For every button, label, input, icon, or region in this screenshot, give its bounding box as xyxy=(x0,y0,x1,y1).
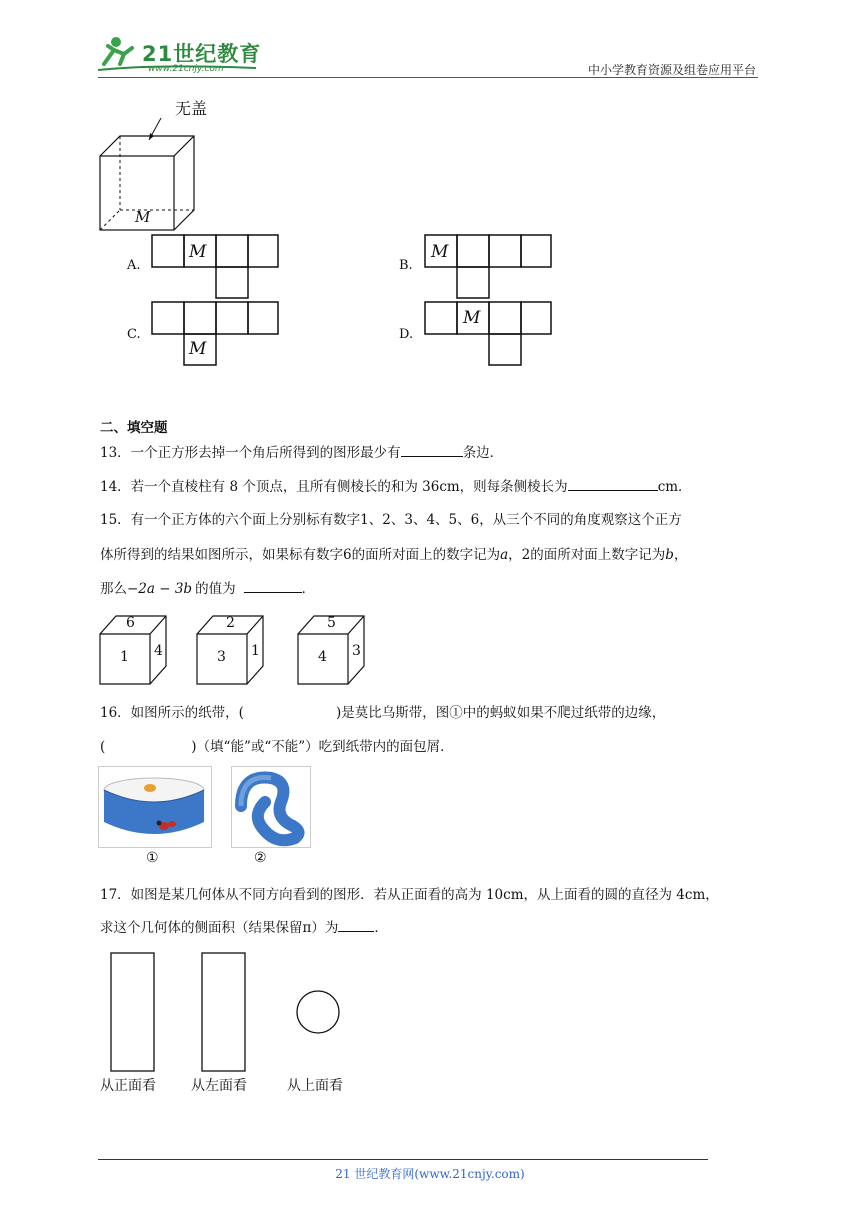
cube-2-top: 2 xyxy=(226,615,235,631)
option-d-m: M xyxy=(463,308,481,328)
var-b: b xyxy=(665,547,674,563)
top-view-label: 从上面看 xyxy=(287,1078,343,1094)
paper-band-image xyxy=(98,766,212,848)
q16-l2a: ( xyxy=(100,739,106,755)
cube-1-top: 6 xyxy=(126,615,135,631)
q16-l1b: )是莫比乌斯带，图①中的蚂蚁如果不爬过纸带的边缘， xyxy=(335,705,666,721)
cube-2-front: 3 xyxy=(217,649,226,665)
q17-answer-blank[interactable] xyxy=(338,917,374,932)
question-15-line1: 15．有一个正方体的六个面上分别标有数字1、2、3、4、5、6，从三个不同的角度观察这个正方 xyxy=(100,512,682,528)
question-16-line2 xyxy=(100,736,454,758)
question-17-line2 xyxy=(100,917,388,939)
cube-bottom-label: M xyxy=(135,208,151,226)
option-b-label[interactable]: B. xyxy=(399,258,413,273)
question-13 xyxy=(100,442,503,464)
q14-text: 14．若一个直棱柱有 8 个顶点，且所有侧棱长的和为 36cm，则每条侧棱长为 xyxy=(100,479,568,495)
var-a: a xyxy=(500,547,509,563)
q15-l3a: 那么 xyxy=(100,581,127,597)
left-view-label: 从左面看 xyxy=(191,1078,247,1094)
expression: −2a − 3b xyxy=(127,581,193,597)
q13-text-end: 条边． xyxy=(462,445,504,461)
q15-l3b: 的值为 xyxy=(195,581,236,597)
q15-l2a: 体所得到的结果如图所示，如果标有数字6的面所对面上的数字记为 xyxy=(100,547,501,563)
top-view-circle xyxy=(297,991,339,1033)
logo-text: 21世纪教育 xyxy=(142,42,262,66)
option-d-net[interactable] xyxy=(423,300,555,368)
bread-crumb-icon xyxy=(144,784,156,792)
option-a-label[interactable]: A. xyxy=(127,258,141,273)
question-14 xyxy=(100,476,692,498)
option-d-label[interactable]: D. xyxy=(399,327,414,342)
option-c-label[interactable]: C. xyxy=(127,327,141,342)
cube-views xyxy=(98,612,388,688)
option-c-net[interactable] xyxy=(150,300,282,368)
q13-text: 13．一个正方形去掉一个角后所得到的图形最少有 xyxy=(100,445,401,461)
front-view-rect xyxy=(111,953,154,1071)
footer-text[interactable]: 21 世纪教育网(www.21cnjy.com) xyxy=(335,1167,525,1181)
question-15-line3 xyxy=(100,578,315,600)
option-a-m: M xyxy=(189,242,207,262)
cube-1-front: 1 xyxy=(120,649,129,665)
q13-answer-blank[interactable] xyxy=(401,442,463,457)
q16-l2b: )（填“能”或“不能”）吃到纸带内的面包屑． xyxy=(191,739,454,755)
footer-divider xyxy=(98,1159,708,1160)
mobius-strip-image xyxy=(231,766,311,848)
cube-2-side: 1 xyxy=(251,643,260,659)
q15-l2c: ， xyxy=(673,547,688,563)
cube-1-side: 4 xyxy=(154,643,163,659)
left-view-rect xyxy=(202,953,245,1071)
q15-l2b: ，2的面所对面上数字记为 xyxy=(508,547,666,563)
three-views-figure xyxy=(100,950,360,1076)
question-16-line1 xyxy=(100,702,665,724)
caption-1: ① xyxy=(146,850,159,866)
header-divider xyxy=(98,77,758,78)
section-heading: 二、填空题 xyxy=(100,420,168,436)
q17-l2a: 求这个几何体的侧面积（结果保留π）为 xyxy=(100,920,339,936)
logo-url: www.21cnjy.com xyxy=(148,64,224,74)
question-17-line1: 17．如图是某几何体从不同方向看到的图形．若从正面看的高为 10cm，从上面看的圆的直径为 4cm， xyxy=(100,887,719,903)
q14-answer-blank[interactable] xyxy=(568,476,658,491)
header-platform-text: 中小学教育资源及组卷应用平台 xyxy=(587,63,756,77)
front-view-label: 从正面看 xyxy=(100,1078,156,1094)
caption-2: ② xyxy=(254,850,267,866)
q14-text-end: cm． xyxy=(657,479,692,495)
q16-l1a: 16．如图所示的纸带，( xyxy=(100,705,244,721)
lid-label: 无盖 xyxy=(175,99,208,118)
cube-3-top: 5 xyxy=(327,615,336,631)
q17-l2b: ． xyxy=(374,920,388,936)
question-15-line2 xyxy=(100,544,687,566)
option-a-net[interactable] xyxy=(150,233,282,301)
cube-3-side: 3 xyxy=(352,643,361,659)
q15-l3c: ． xyxy=(301,581,316,597)
option-c-m: M xyxy=(189,339,207,359)
q15-answer-blank[interactable] xyxy=(244,578,302,593)
option-b-m: M xyxy=(431,242,449,262)
site-logo xyxy=(96,34,266,78)
cube-3-front: 4 xyxy=(318,649,327,665)
